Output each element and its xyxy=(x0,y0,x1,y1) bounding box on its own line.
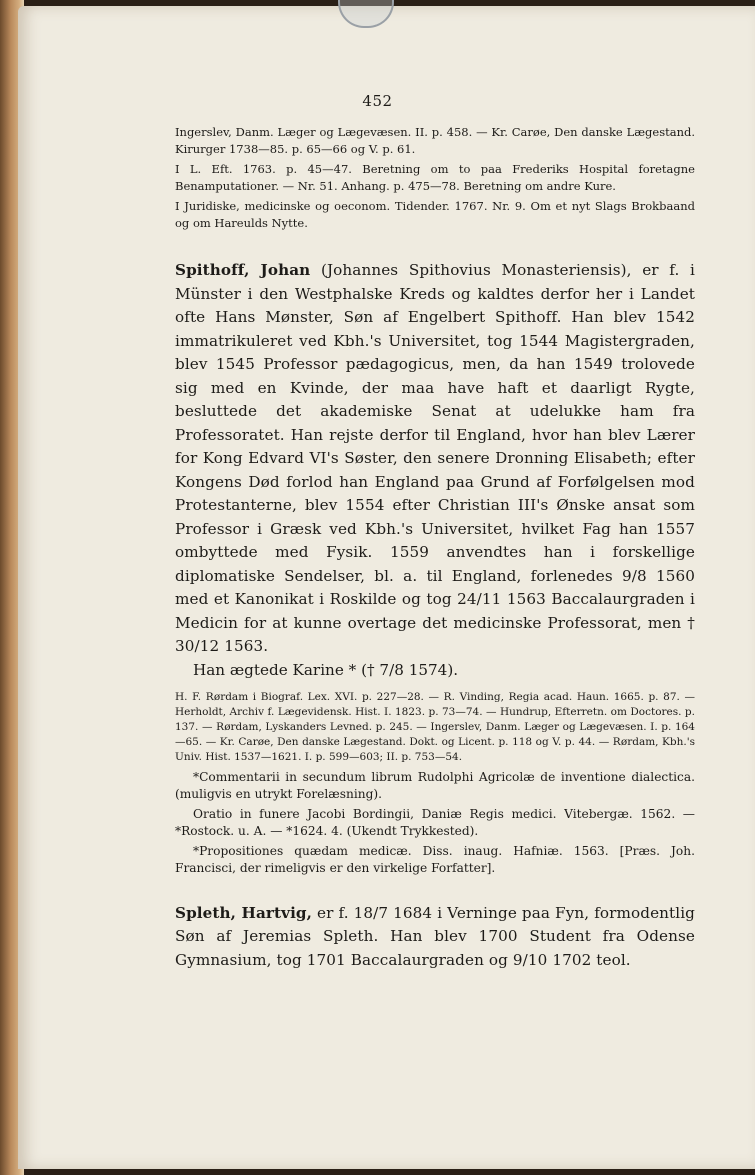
entry-headword: Spleth, Hartvig, xyxy=(175,903,313,922)
work-item: *Propositiones quædam medicæ. Diss. inaug. Hafniæ. 1563. [Præs. Joh. Francisci, der rimeligvis er den virkelige Forfatter]. xyxy=(175,843,695,875)
entry-marriage: Han ægtede Karine * († 7/8 1574). xyxy=(193,660,459,679)
work-item: Oratio in funere Jacobi Bordingii, Daniæ Regis medici. Vitebergæ. 1562. — *Rostock. u. A. — *1624. 4. (Ukendt Trykkested). xyxy=(175,806,695,838)
top-note: I Juridiske, medicinske og oeconom. Tidender. 1767. Nr. 9. Om et nyt Slags Brokbaand og om Hareulds Nytte. xyxy=(175,199,695,230)
page-number: 452 xyxy=(362,92,393,110)
entry-spithoff xyxy=(175,259,695,659)
entry-spleth xyxy=(175,902,695,973)
entry-body: (Johannes Spithovius Monasteriensis), er f. i Münster i den Westphalske Kreds og kaldtes derfor her i Landet ofte Hans Mønster, Søn af Engelbert Spithoff. Han blev 1542 immatrikuleret ved Kbh.'s Universitet, tog 1544 Magistergraden, blev 1545 Professor pædagogicus, men, da han 1549 trolovede sig med en Kvinde, der maa have haft et daarligt Rygte, besluttede det akademiske Senat at udelukke ham fra Professoratet. Han rejste derfor til England, hvor han blev Lærer for Kong Edvard VI's Søster, den senere Dronning Elisabeth; efter Kongens Død forlod han England paa Grund af Forfølgelsen mod Protestanterne, blev 1554 efter Christian III's Ønske ansat som Professor i Græsk ved Kbh.'s Universitet, hvilket Fag han 1557 ombyttede med Fysik. 1559 anvendtes han i forskellige diplomatiske Sendelser, bl. a. til England, forlenedes 9/8 1560 med et Kanonikat i Roskilde og tog 24/11 1563 Baccalaurgraden i Medicin for at kunne overtage det medicinske Professorat, men † 30/12 1563. xyxy=(175,261,695,655)
top-note: I L. Eft. 1763. p. 45—47. Beretning om to paa Frederiks Hospital foretagne Benamputationer. — Nr. 51. Anhang. p. 475—78. Beretning om andre Kure. xyxy=(175,162,695,193)
top-note: Ingerslev, Danm. Læger og Lægevæsen. II. p. 458. — Kr. Carøe, Den danske Lægestand. Kirurger 1738—85. p. 65—66 og V. p. 61. xyxy=(175,125,695,156)
work-item: *Commentarii in secundum librum Rudolphi Agricolæ de inventione dialectica. (muligvis en utrykt Forelæsning). xyxy=(175,769,695,801)
entry-references: H. F. Rørdam i Biograf. Lex. XVI. p. 227—28. — R. Vinding, Regia acad. Haun. 1665. p. 87. — Herholdt, Archiv f. Lægevidensk. Hist. I. 1823. p. 73—74. — Hundrup, Efterretn. om Doctores. p. 137. — Rørdam, Lyskanders Levned. p. 245. — Ingerslev, Danm. Læger og Lægevæsen. I. p. 164—65. — Kr. Carøe, Den danske Lægestand. Dokt. og Licent. p. 118 og V. p. 44. — Rørdam, Kbh.'s Univ. Hist. 1537—1621. I. p. 599—603; II. p. 753—54. xyxy=(175,690,695,763)
entry-body: er f. 18/7 1684 i Verninge paa Fyn, formodentlig Søn af Jeremias Spleth. Han blev 1700 Student fra Odense Gymnasium, tog 1701 Baccalaurgraden og 9/10 1702 teol. xyxy=(175,903,695,969)
page-content xyxy=(175,124,695,972)
entry-headword: Spithoff, Johan xyxy=(175,261,311,279)
